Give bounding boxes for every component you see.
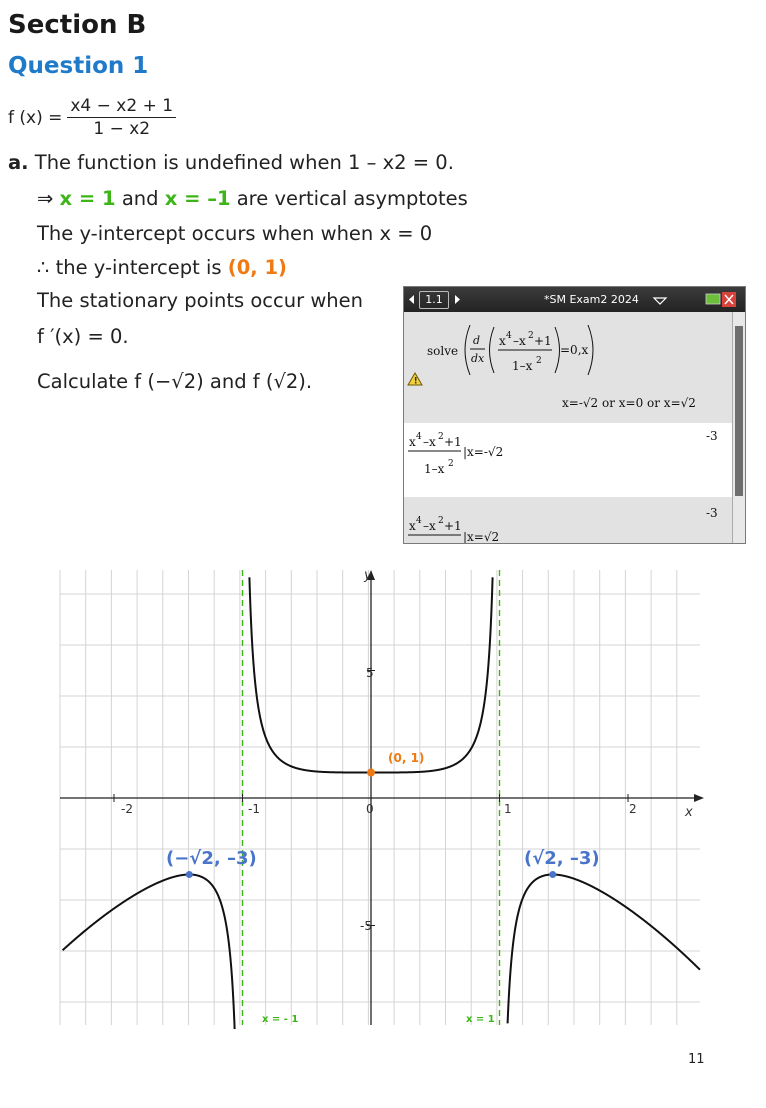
- x-tick-label-neg1: -1: [248, 802, 260, 816]
- svg-text:2: 2: [536, 356, 542, 366]
- y-tick-label-neg5: -5: [360, 919, 372, 933]
- svg-text:x: x: [409, 435, 416, 449]
- part-a-line1: [8, 151, 454, 175]
- battery-icon: [706, 294, 720, 304]
- svg-text:!: !: [413, 376, 418, 387]
- intercept-point: [367, 769, 375, 777]
- svg-text:–x: –x: [513, 334, 526, 348]
- turning-point-right-label: (√2, –3): [524, 848, 600, 869]
- eval-left-expression: [404, 423, 732, 497]
- svg-text:4: 4: [416, 516, 422, 526]
- function-numerator: x4 − x2 + 1: [67, 96, 176, 118]
- warning-triangle-icon: [408, 373, 422, 387]
- function-fraction: [67, 96, 176, 139]
- svg-text:2: 2: [528, 331, 534, 341]
- part-a-label: a.: [8, 151, 29, 174]
- scrollbar-thumb[interactable]: [735, 326, 743, 496]
- x-axis-arrow-icon: [694, 794, 704, 802]
- prev-page-icon[interactable]: [409, 295, 414, 304]
- function-lhs: f (x) =: [8, 107, 63, 128]
- svg-text:+1: +1: [534, 334, 552, 348]
- x-tick-label-2: 2: [629, 802, 637, 816]
- turning-point-left-label: (−√2, –3): [166, 848, 257, 869]
- svg-text:x: x: [499, 334, 506, 348]
- question-title: Question 1: [8, 53, 149, 79]
- turning-point-left: [186, 871, 193, 878]
- part-a-line5: The stationary points occur when: [37, 289, 363, 312]
- svg-text:2: 2: [448, 459, 454, 469]
- eval-right-expression: [404, 497, 732, 543]
- x-tick-label-1: 1: [504, 802, 512, 816]
- part-a-line3: The y-intercept occurs when when x = 0: [37, 222, 433, 245]
- next-page-icon[interactable]: [455, 295, 460, 304]
- solve-expression: [404, 312, 732, 423]
- part-a-line4: [37, 256, 287, 280]
- function-graph: [0, 560, 766, 1035]
- function-denominator: 1 − x2: [93, 119, 151, 139]
- intercept-point: (0, 1): [227, 256, 287, 279]
- calculator-entry-eval-left[interactable]: [404, 423, 732, 497]
- part-a-line6: f ′(x) = 0.: [37, 325, 129, 348]
- graph-labels: [121, 568, 693, 1025]
- svg-text:–x: –x: [423, 435, 436, 449]
- eval-left-condition: |x=-√2: [463, 445, 504, 459]
- x-tick-label-neg2: -2: [121, 802, 133, 816]
- svg-text:dx: dx: [471, 352, 485, 365]
- svg-text:2: 2: [438, 516, 444, 526]
- solve-word: solve: [427, 344, 459, 358]
- curve-right-branch: [508, 875, 700, 1024]
- x-axis-label: x: [685, 805, 693, 820]
- svg-text:1–x: 1–x: [424, 462, 445, 476]
- svg-text:4: 4: [506, 331, 512, 341]
- and-word: and: [121, 187, 159, 210]
- asymptote-x1: x = 1: [59, 187, 116, 210]
- intercept-text: ∴ the y-intercept is: [37, 256, 222, 279]
- calculator-history: [404, 312, 732, 543]
- curve-left-branch: [63, 875, 235, 1030]
- graph-axes: [60, 570, 704, 1025]
- asymptote-text: are vertical asymptotes: [236, 187, 468, 210]
- svg-text:4: 4: [416, 432, 422, 442]
- intercept-label: (0, 1): [388, 751, 425, 765]
- y-tick-label-5: 5: [366, 666, 374, 680]
- svg-text:1–x: 1–x: [512, 359, 533, 373]
- chevron-down-icon[interactable]: [654, 298, 666, 304]
- asymptote-right-label: x = 1: [466, 1014, 495, 1025]
- svg-text:=0,x: =0,x: [560, 343, 589, 357]
- function-definition: [8, 96, 176, 139]
- asymptote-x2: x = –1: [164, 187, 231, 210]
- calculator-screenshot: [403, 286, 746, 544]
- solve-result: x=-√2 or x=0 or x=√2: [562, 396, 696, 410]
- calculator-title-bar: [404, 287, 745, 312]
- svg-text:+1: +1: [444, 519, 462, 533]
- x-tick-label-0: 0: [366, 802, 374, 816]
- turning-point-right: [549, 871, 556, 878]
- calculator-entry-solve[interactable]: [404, 312, 732, 423]
- part-a-line2: [37, 187, 468, 211]
- svg-text:x: x: [409, 519, 416, 533]
- asymptote-left-label: x = - 1: [262, 1014, 299, 1025]
- eval-right-result: -3: [706, 506, 718, 520]
- page-number: 11: [688, 1052, 705, 1067]
- y-axis-label: y: [364, 568, 372, 583]
- calculator-entry-eval-right[interactable]: [404, 497, 732, 543]
- part-a-line1-text: The function is undefined when 1 – x2 = 0.: [34, 151, 454, 174]
- calculator-scrollbar[interactable]: [732, 312, 746, 543]
- section-title: Section B: [8, 10, 147, 40]
- eval-right-condition: |x=√2: [463, 530, 500, 543]
- implies-arrow: ⇒: [37, 187, 54, 210]
- svg-text:–x: –x: [423, 519, 436, 533]
- part-a-line7: Calculate f (−√2) and f (√2).: [37, 370, 313, 393]
- eval-left-result: -3: [706, 429, 718, 443]
- calculator-document-title: *SM Exam2 2024: [544, 293, 639, 306]
- calculator-tab[interactable]: 1.1: [419, 291, 449, 309]
- svg-text:d: d: [473, 334, 481, 347]
- svg-text:2: 2: [438, 432, 444, 442]
- svg-text:+1: +1: [444, 435, 462, 449]
